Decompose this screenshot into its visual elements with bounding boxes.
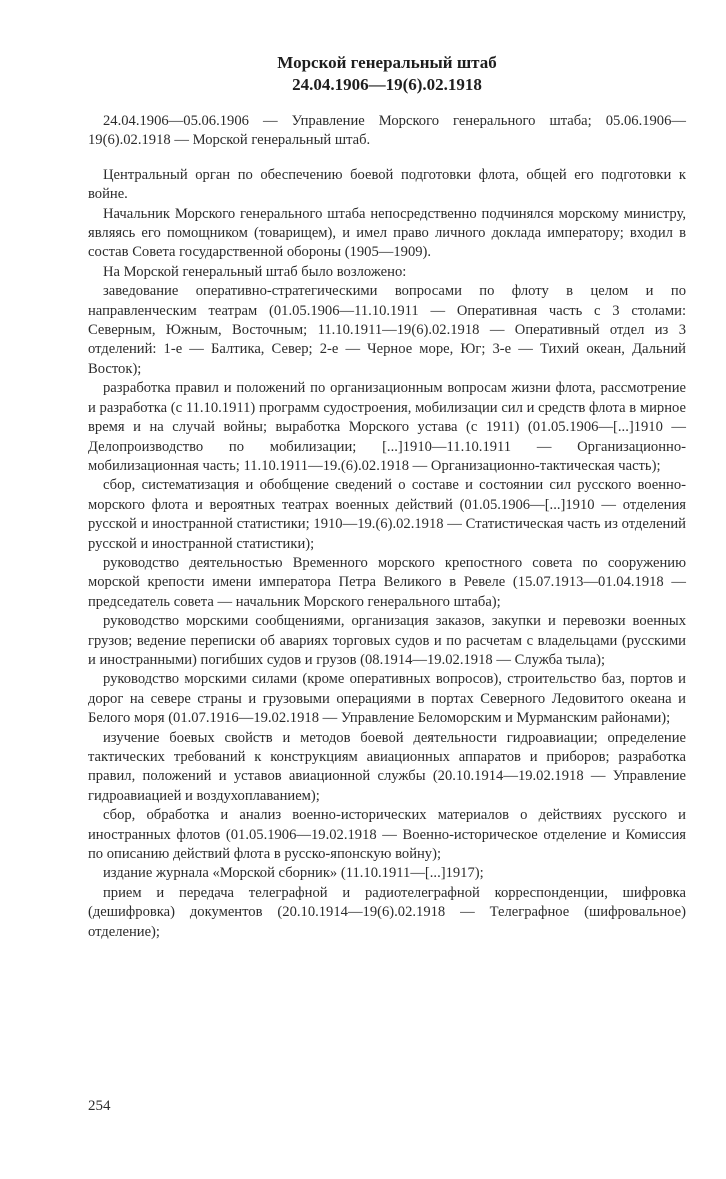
list-item: руководство деятельностью Временного морского крепостного совета по сооружению морской крепости имени императора Петра Великого в Ревеле (15.07.1913—01.04.1918 — председатель совета — начальник Морского генерального штаба);: [88, 554, 686, 610]
list-item: руководство морскими сообщениями, организация заказов, закупки и перевозки военных грузов; ведение переписки об авариях торговых судов и по расчетам с владельцами (русскими и иностранными) погибших судов и грузов (08.1914—19.02.1918 — Служба тыла);: [88, 613, 686, 668]
list-item: издание журнала «Морской сборник» (11.10.1911—[...]1917);: [103, 865, 484, 882]
list-item: заведование оперативно-стратегическими вопросами по флоту в целом и по направленческим театрам (01.05.1906—11.10.1911 — Оперативная часть с 3 столами: Северным, Южным, Восточным; 11.10.1911—19(6).02.1918 — Оперативный отдел из 3 отделений: 1-е — Балтика, Север; 2-е — Черное море, Юг; 3-е — Тихий океан, Дальний Восток);: [88, 283, 686, 377]
title-block: [88, 52, 686, 96]
document-page: [88, 52, 686, 942]
page-number: 254: [88, 1098, 111, 1114]
paragraph: На Морской генеральный штаб было возложено:: [103, 263, 407, 280]
spacer: [88, 151, 686, 166]
document-dates: 24.04.1906—19(6).02.1918: [292, 75, 482, 94]
list-item: прием и передача телеграфной и радиотелеграфной корреспонденции, шифровка (дешифровка) документов (20.10.1914—19(6).02.1918 — Телеграфное (шифровальное) отделение);: [88, 884, 686, 940]
list-item: разработка правил и положений по организационным вопросам жизни флота, рассмотрение и разработка (с 11.10.1911) программ судостроения, мобилизации сил и средств флота в мирное время и на случай войны; выработка Морского устава (с 1911) (01.05.1906—[...]1910 — Делопроизводство по мобилизации; [...]1910—11.10.1911 — Организационно-мобилизационная часть; 11.10.1911—19.(6).02.1918 — Организационно-тактическая часть);: [88, 380, 686, 474]
list-item: сбор, систематизация и обобщение сведений о составе и состоянии сил русского военно-морского флота и вероятных театрах военных действий (01.05.1906—[...]1910 — отделения русской и иностранной статистики; 1910—19.(6).02.1918 — Статистическая часть из отделений русской и иностранной статистики);: [88, 477, 686, 552]
paragraph: Центральный орган по обеспечению боевой подготовки флота, общей его подготовки к войне.: [88, 166, 686, 203]
history-paragraph: 24.04.1906—05.06.1906 — Управление Морского генерального штаба; 05.06.1906—19(6).02.1918 — Морской генеральный штаб.: [88, 113, 686, 149]
list-item: изучение боевых свойств и методов боевой деятельности гидроавиации; определение тактических требований к конструкциям авиационных аппаратов и приборов; разработка правил, положений и уставов авиационной службы (20.10.1914—19.02.1918 — Управление гидроавиацией и воздухоплаванием);: [88, 729, 686, 804]
paragraph: Начальник Морского генерального штаба непосредственно подчинялся морскому министру, являясь его помощником (товарищем), и имел право личного доклада императору; входил в состав Совета государственной обороны (1905—1909).: [88, 205, 686, 261]
list-item: сбор, обработка и анализ военно-исторических материалов о действиях русского и иностранных флотов (01.05.1906—19.02.1918 — Военно-историческое отделение и Комиссия по описанию действий флота в русско-японскую войну);: [88, 807, 686, 863]
list-item: руководство морскими силами (кроме оперативных вопросов), строительство баз, портов и дорог на севере страны и грузовыми операциями в портах Северного Ледовитого океана и Белого моря (01.07.1916—19.02.1918 — Управление Беломорским и Мурманским районами);: [88, 671, 686, 727]
document-title: Морской генеральный штаб: [277, 53, 497, 72]
